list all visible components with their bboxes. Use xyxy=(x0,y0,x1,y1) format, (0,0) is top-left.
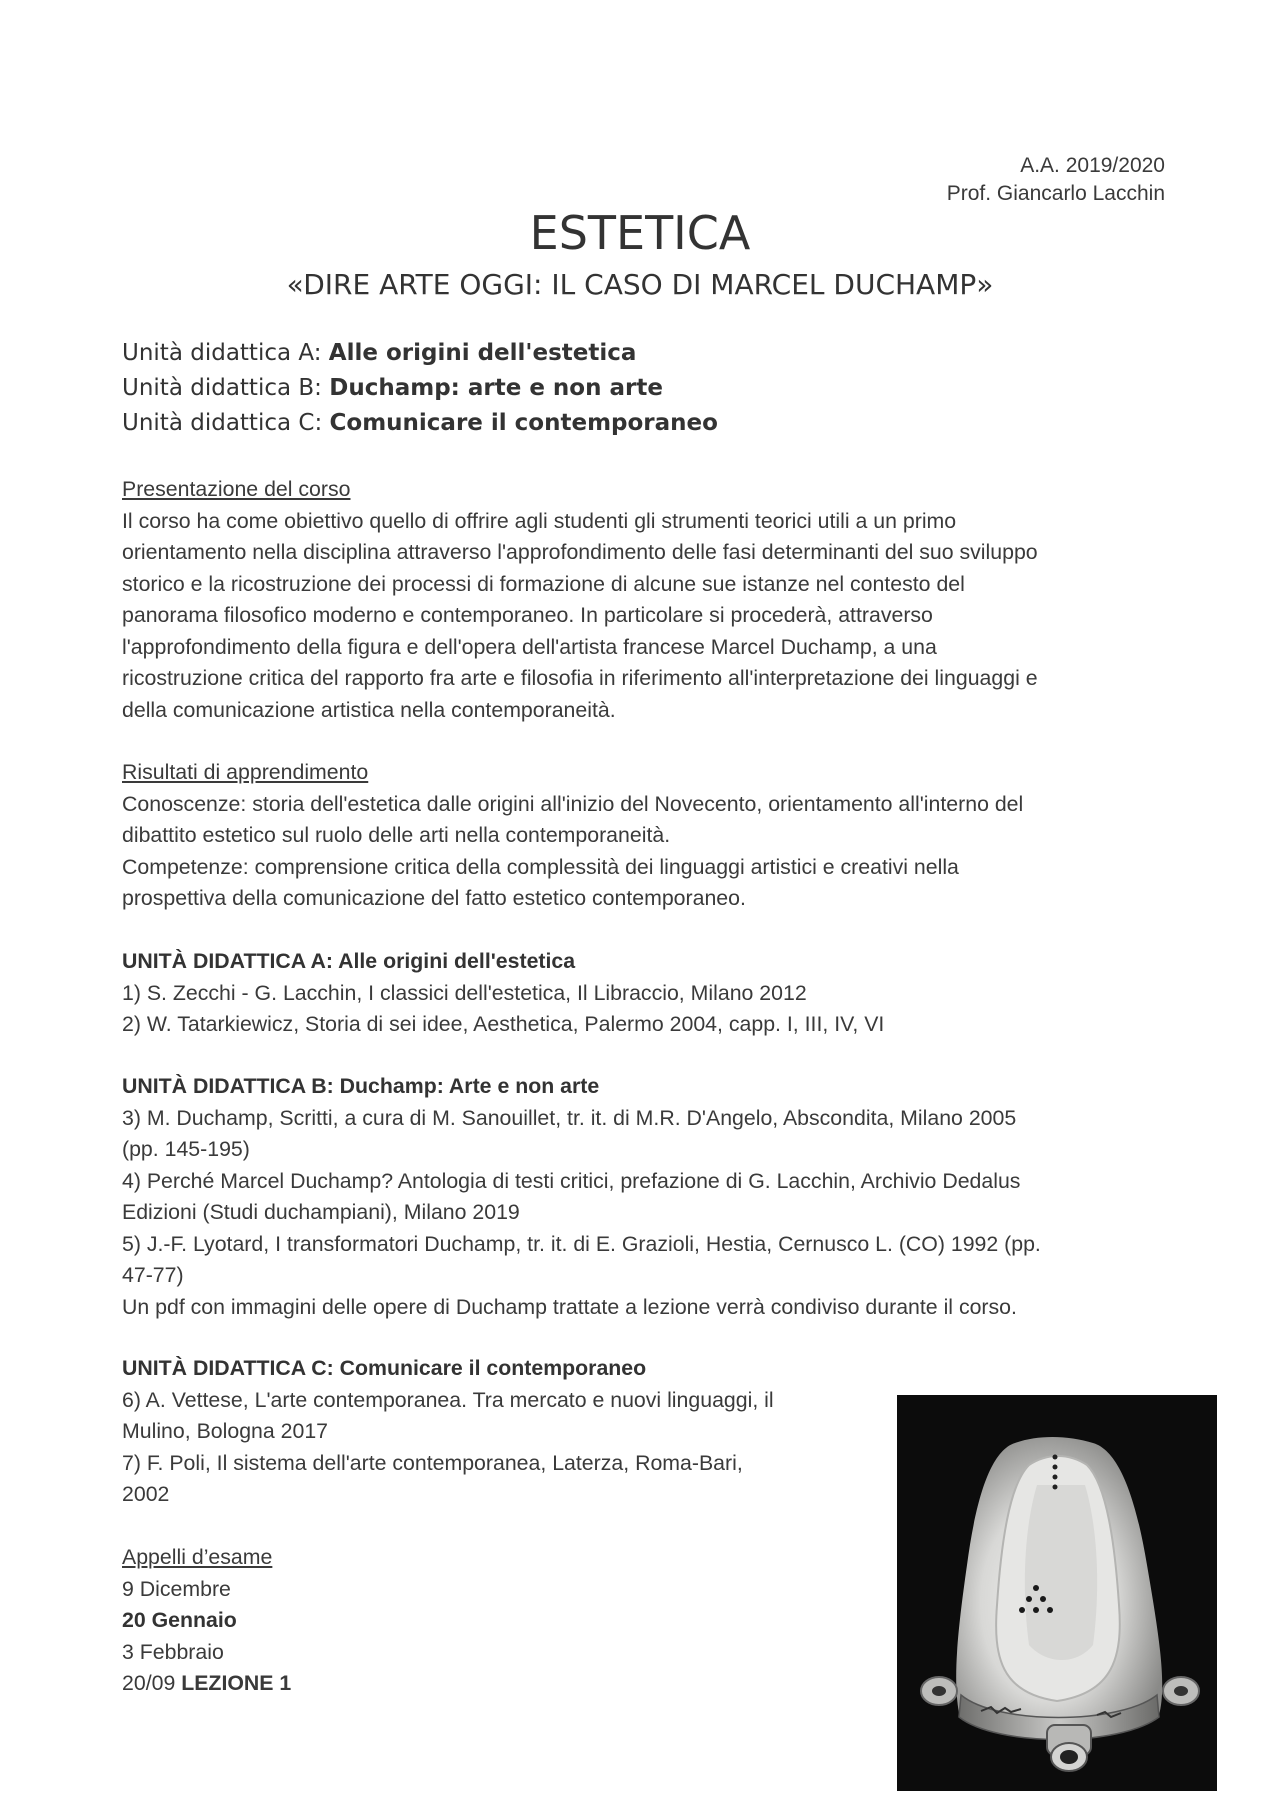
section-heading: Risultati di apprendimento xyxy=(122,760,369,784)
section-heading: UNITÀ DIDATTICA C: Comunicare il contemporaneo xyxy=(122,1356,647,1380)
text-line: della comunicazione artistica nella contemporaneità. xyxy=(122,697,616,722)
exam-date: 3 Febbraio xyxy=(122,1639,224,1664)
bibliography-line: 2002 xyxy=(122,1482,170,1506)
section-heading: UNITÀ DIDATTICA B: Duchamp: Arte e non arte xyxy=(122,1074,600,1098)
professor-name: Prof. Giancarlo Lacchin xyxy=(946,182,1165,205)
unit-title: Alle origini dell'estetica xyxy=(328,340,637,366)
text-line: orientamento nella disciplina attraverso l'approfondimento delle fasi determinanti del suo sviluppo xyxy=(122,540,1038,564)
text-line: storico e la ricostruzione dei processi di formazione di alcune sue istanze nel contesto del xyxy=(122,571,965,596)
lesson-label: LEZIONE 1 xyxy=(181,1671,292,1695)
bibliography-line: 2) W. Tatarkiewicz, Storia di sei idee, Aesthetica, Palermo 2004, capp. I, III, IV, VI xyxy=(122,1012,885,1036)
academic-year: A.A. 2019/2020 xyxy=(1020,154,1165,177)
unit-prefix: Unità didattica B: xyxy=(122,375,330,401)
bibliography-line: 4) Perché Marcel Duchamp? Antologia di testi critici, prefazione di G. Lacchin, Archivio Dedalus xyxy=(122,1168,1021,1193)
section-heading: Appelli d’esame xyxy=(122,1545,273,1569)
bibliography-line: Edizioni (Studi duchampiani), Milano 2019 xyxy=(122,1200,520,1224)
section-unita-a xyxy=(122,946,1167,1041)
unit-prefix: Unità didattica C: xyxy=(122,410,330,436)
urinal-illustration xyxy=(897,1395,1217,1791)
unit-title: Comunicare il contemporaneo xyxy=(329,410,718,436)
text-line: panorama filosofico moderno e contemporaneo. In particolare si procederà, attraverso xyxy=(122,603,933,627)
section-heading: Presentazione del corso xyxy=(122,477,351,501)
bibliography-line: 5) J.-F. Lyotard, I transformatori Duchamp, tr. it. di E. Grazioli, Hestia, Cernusco L. (CO) 1992 (pp. xyxy=(122,1231,1041,1256)
bibliography-line: 1) S. Zecchi - G. Lacchin, I classici dell'estetica, Il Libraccio, Milano 2012 xyxy=(122,980,807,1005)
exam-date-prefix: 20/09 xyxy=(122,1671,182,1695)
unit-line-c xyxy=(122,406,718,441)
bibliography-line: 3) M. Duchamp, Scritti, a cura di M. Sanouillet, tr. it. di M.R. D'Angelo, Abscondita, Milano 2005 xyxy=(122,1105,1017,1130)
bibliography-line: (pp. 145-195) xyxy=(122,1137,250,1161)
bibliography-line: Un pdf con immagini delle opere di Duchamp trattate a lezione verrà condiviso durante il corso. xyxy=(122,1294,1017,1319)
unit-title: Duchamp: arte e non arte xyxy=(329,375,663,401)
unit-line-a xyxy=(122,336,718,371)
unit-list xyxy=(122,336,718,441)
section-risultati xyxy=(122,757,1167,915)
exam-date: 9 Dicembre xyxy=(122,1576,231,1601)
bibliography-line: 47-77) xyxy=(122,1263,184,1287)
bibliography-line: 6) A. Vettese, L'arte contemporanea. Tra mercato e nuovi linguaggi, il xyxy=(122,1387,774,1412)
bibliography-line: 7) F. Poli, Il sistema dell'arte contemporanea, Laterza, Roma-Bari, xyxy=(122,1450,743,1475)
text-line: dibattito estetico sul ruolo delle arti nella contemporaneità. xyxy=(122,823,671,847)
exam-date-highlighted: 20 Gennaio xyxy=(122,1608,237,1632)
text-line: Il corso ha come obiettivo quello di offrire agli studenti gli strumenti teorici utili a un primo xyxy=(122,508,957,533)
bibliography-line: Mulino, Bologna 2017 xyxy=(122,1419,329,1443)
page-title: ESTETICA xyxy=(529,206,751,260)
section-heading: UNITÀ DIDATTICA A: Alle origini dell'estetica xyxy=(122,949,576,973)
text-line: prospettiva della comunicazione del fatto estetico contemporaneo. xyxy=(122,886,746,910)
text-line: Conoscenze: storia dell'estetica dalle origini all'inizio del Novecento, orientamento all'interno del xyxy=(122,791,1024,816)
page-subtitle: «DIRE ARTE OGGI: IL CASO DI MARCEL DUCHAMP» xyxy=(286,268,994,301)
fountain-artwork-image xyxy=(897,1395,1217,1791)
text-line: ricostruzione critica del rapporto fra arte e filosofia in riferimento all'interpretazione dei linguaggi e xyxy=(122,666,1038,690)
section-unita-c xyxy=(122,1353,882,1511)
unit-prefix: Unità didattica A: xyxy=(122,340,329,366)
header-info xyxy=(947,152,1165,208)
section-presentazione xyxy=(122,474,1167,726)
section-unita-b xyxy=(122,1071,1167,1323)
unit-line-b xyxy=(122,371,718,406)
text-line: l'approfondimento della figura e dell'opera dell'artista francese Marcel Duchamp, a una xyxy=(122,634,937,659)
text-line: Competenze: comprensione critica della complessità dei linguaggi artistici e creativi nella xyxy=(122,854,959,879)
